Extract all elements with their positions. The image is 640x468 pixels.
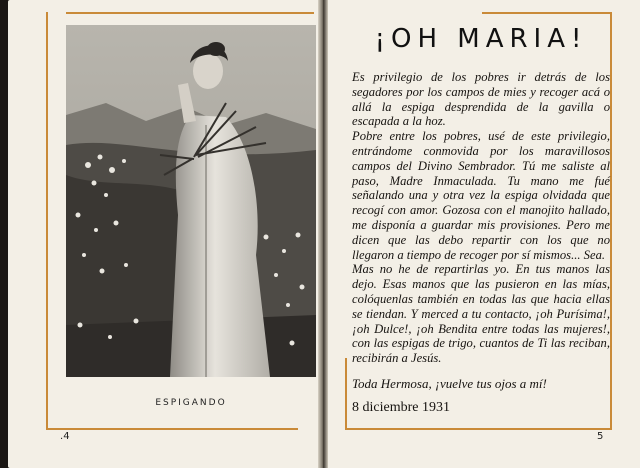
prayer-paragraph: Pobre entre los pobres, usé de este privilegio, entrándome conmovida por los maravillosos campos del Divino Sembrador. Tú me saliste al paso, Madre Inmaculada. Tu mano me fué señalando una y otra vez la espiga olvidada que recogí con amor. Gozosa con el manojito hallado, me disponía a guardar mis provisiones. Pero me dicen que las debo repartir con los que no llegaron a tiempo de recoger por sí mismos... Sea.	[352, 129, 610, 262]
right-frame-left-bottom	[345, 358, 347, 430]
left-frame-left	[46, 12, 48, 430]
right-page-number: 5	[597, 431, 604, 442]
left-page-number: .4	[60, 431, 70, 442]
left-page-number-value: 4	[63, 431, 70, 442]
right-frame-bottom	[345, 428, 612, 430]
page-title: ¡OH MARIA!	[374, 24, 588, 54]
gleaning-woman-illustration	[66, 25, 316, 377]
left-frame-top	[66, 12, 314, 14]
prayer-text	[352, 70, 610, 366]
photo-caption: ESPIGANDO	[155, 398, 227, 408]
book-gutter	[318, 0, 328, 468]
date-line: 8 diciembre 1931	[352, 400, 450, 415]
gleaning-woman-photo	[66, 25, 316, 377]
left-frame-bottom	[46, 428, 298, 430]
prayer-paragraph: Mas no he de repartirlas yo. En tus manos las dejo. Esas manos que las pusieron en las mías, colóquenlas también en todas las que hacia ellas se tiendan. Y merced a tu contacto, ¡oh Purísima!, ¡oh Dulce!, ¡oh Bendita entre todas las mujeres!, con las espigas de trigo, cuantos de Ti las reciban, recibirán a Jesús.	[352, 262, 610, 366]
prayer-paragraph: Es privilegio de los pobres ir detrás de los segadores por los campos de mies y recoger acá o allá la espiga desprendida de la gavilla o escapada a la hoz.	[352, 70, 610, 129]
right-frame-top	[482, 12, 612, 14]
right-frame-right	[610, 12, 612, 430]
closing-line: Toda Hermosa, ¡vuelve tus ojos a mí!	[352, 376, 547, 391]
